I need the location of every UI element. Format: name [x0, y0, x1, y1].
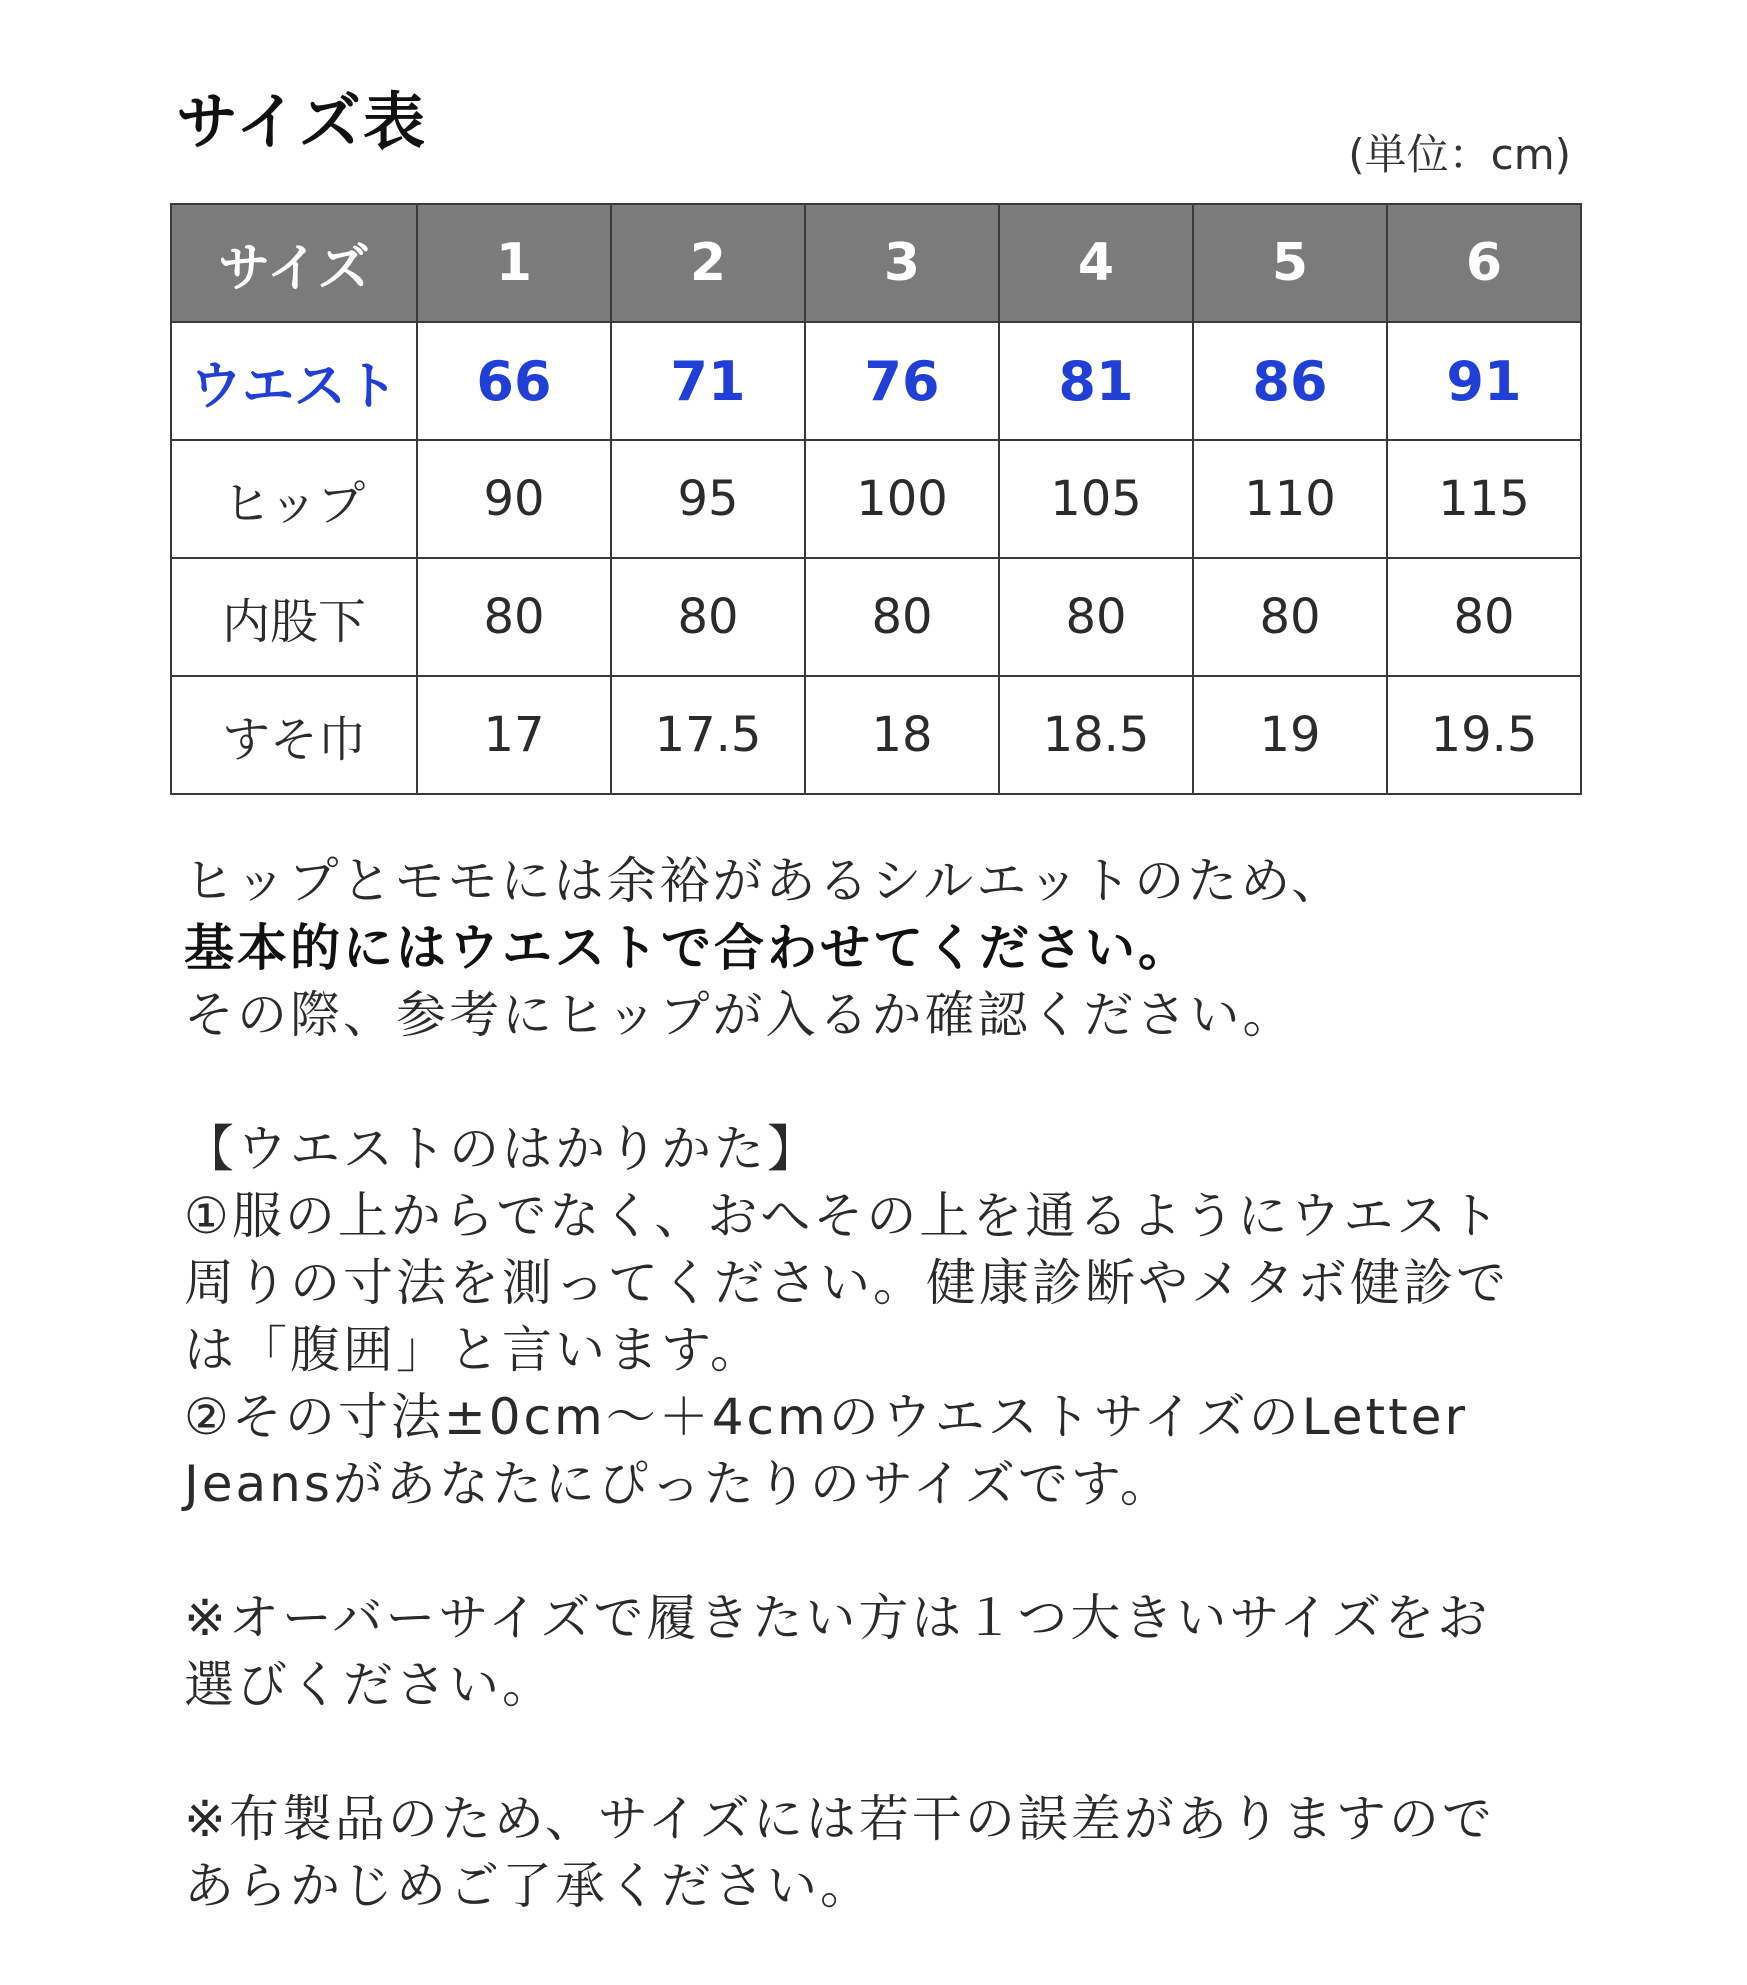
- table-cell: 115: [1387, 440, 1581, 558]
- row-label-hem-width: すそ巾: [171, 676, 417, 794]
- table-cell: 100: [805, 440, 999, 558]
- table-cell: 90: [417, 440, 611, 558]
- howto-step-1: は「腹囲」と言います。: [184, 1321, 763, 1379]
- notes-section: [184, 848, 1604, 1920]
- header-cell: 6: [1387, 204, 1581, 322]
- page-title: サイズ表: [176, 85, 428, 158]
- table-cell: 18.5: [999, 676, 1193, 794]
- howto-heading: 【ウエストのはかりかた】: [184, 1120, 820, 1178]
- table-cell: 19: [1193, 676, 1387, 794]
- table-cell: 105: [999, 440, 1193, 558]
- table-cell: 17.5: [611, 676, 805, 794]
- header-cell: 5: [1193, 204, 1387, 322]
- row-label-inseam: 内股下: [171, 558, 417, 676]
- header-cell-size: サイズ: [171, 204, 417, 322]
- table-cell: 18: [805, 676, 999, 794]
- howto-step-2: Jeansがあなたにぴったりのサイズです。: [184, 1455, 1173, 1513]
- table-cell: 86: [1193, 322, 1387, 440]
- table-row-hip: [171, 440, 1581, 558]
- table-cell: 17: [417, 676, 611, 794]
- oversize-note: 選びください。: [184, 1656, 555, 1714]
- table-cell: 80: [611, 558, 805, 676]
- table-cell: 81: [999, 322, 1193, 440]
- size-table: [170, 203, 1582, 795]
- intro-text-bold: 基本的にはウエストで合わせてください。: [184, 919, 1191, 977]
- howto-step-2: ②その寸法±0cm～＋4cmのウエストサイズのLetter: [184, 1388, 1469, 1446]
- table-cell: 91: [1387, 322, 1581, 440]
- table-cell: 80: [1387, 558, 1581, 676]
- table-row-hem-width: [171, 676, 1581, 794]
- header-cell: 2: [611, 204, 805, 322]
- table-cell: 80: [1193, 558, 1387, 676]
- table-cell: 71: [611, 322, 805, 440]
- table-row-waist: [171, 322, 1581, 440]
- header-cell: 4: [999, 204, 1193, 322]
- table-cell: 76: [805, 322, 999, 440]
- fabric-note: ※布製品のため、サイズには若干の誤差がありますので: [184, 1790, 1495, 1848]
- table-header-row: [171, 204, 1581, 322]
- howto-step-1: ①服の上からでなく、おへその上を通るようにウエスト: [184, 1187, 1503, 1245]
- intro-text: ヒップとモモには余裕があるシルエットのため、: [184, 852, 1345, 910]
- header-cell: 1: [417, 204, 611, 322]
- table-cell: 80: [999, 558, 1193, 676]
- row-label-waist: ウエスト: [171, 322, 417, 440]
- howto-step-1: 周りの寸法を測ってください。健康診断やメタボ健診で: [184, 1254, 1509, 1312]
- table-cell: 19.5: [1387, 676, 1581, 794]
- unit-label: (単位：cm): [1348, 130, 1571, 179]
- intro-text: その際、参考にヒップが入るか確認ください。: [184, 986, 1296, 1044]
- table-cell: 66: [417, 322, 611, 440]
- fabric-note: あらかじめご了承ください。: [184, 1857, 873, 1915]
- table-cell: 110: [1193, 440, 1387, 558]
- row-label-hip: ヒップ: [171, 440, 417, 558]
- oversize-note: ※オーバーサイズで履きたい方は１つ大きいサイズをお: [184, 1589, 1491, 1647]
- table-cell: 80: [417, 558, 611, 676]
- table-row-inseam: [171, 558, 1581, 676]
- table-cell: 80: [805, 558, 999, 676]
- table-cell: 95: [611, 440, 805, 558]
- header-cell: 3: [805, 204, 999, 322]
